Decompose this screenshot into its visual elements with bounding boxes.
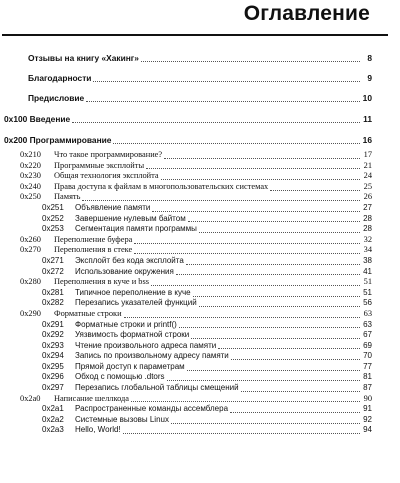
toc-entry[interactable] [0, 109, 400, 129]
toc-entry-number: 0x230 [20, 171, 41, 181]
toc-entry-number: 0x281 [42, 287, 64, 297]
toc-entry-label [42, 203, 150, 214]
toc-entry-title: Чтение произвольного адреса памяти [75, 340, 217, 350]
toc-entry-title: Hello, World! [75, 425, 121, 435]
dot-leader [146, 162, 360, 169]
toc-entry-label: Отзывы на книгу «Хакинг» [28, 53, 139, 63]
dot-leader [113, 137, 360, 144]
toc-page-number: 25 [363, 181, 372, 191]
toc-entry[interactable] [0, 235, 400, 246]
toc-page-number: 41 [363, 266, 372, 276]
toc-entry[interactable] [0, 404, 400, 415]
toc-entry-title: Распространенные команды ассемблера [75, 404, 229, 414]
toc-entry-title: Использование окружения [75, 266, 174, 276]
toc-entry-number: 0x220 [20, 160, 41, 170]
toc-entry-label [20, 182, 268, 193]
toc-entry[interactable] [0, 330, 400, 341]
toc-entry-number: 0x250 [20, 192, 41, 202]
toc-entry[interactable] [0, 161, 400, 172]
toc-entry[interactable] [0, 48, 400, 68]
toc-entry-label [20, 394, 129, 405]
toc-entry-title: Общая технология эксплойта [54, 171, 159, 181]
toc-entry-label: 0x100 Введение [4, 114, 71, 124]
toc-page-number: 77 [363, 361, 372, 371]
toc-entry[interactable] [0, 130, 400, 150]
dot-leader [131, 395, 360, 402]
toc-entry[interactable] [0, 394, 400, 405]
toc-page-number: 67 [363, 330, 372, 340]
toc-entry-number: 0x297 [42, 383, 64, 393]
toc-entry-title: Перезапись указателей функций [75, 298, 197, 308]
toc-entry-label [20, 309, 122, 320]
toc-page-number: 87 [363, 383, 372, 393]
toc-entry-label [42, 224, 197, 235]
dot-leader [82, 194, 360, 201]
toc-entry[interactable] [0, 214, 400, 225]
toc-entry-title: Системные вызовы Linux [75, 414, 169, 424]
toc-entry-title: Прямой доступ к параметрам [75, 361, 185, 371]
toc-entry-number: 0x251 [42, 202, 64, 212]
toc-page-number: 38 [363, 255, 372, 265]
toc-entry-number: 0x2a0 [20, 393, 41, 403]
toc-entry-label [42, 341, 216, 352]
toc-entry[interactable] [0, 415, 400, 426]
dot-leader [186, 258, 360, 265]
toc-entry-label [42, 288, 191, 299]
toc-entry-number: 0x296 [42, 372, 64, 382]
toc-entry-number: 0x292 [42, 330, 64, 340]
toc-entry-label [42, 372, 165, 383]
toc-page-number: 92 [363, 414, 372, 424]
toc-page-number: 51 [363, 277, 372, 287]
toc-entry-label [42, 404, 228, 415]
toc-entry-title: Переполнения в куче и bss [54, 277, 150, 287]
toc-entry-number: 0x260 [20, 234, 41, 244]
page-fade [0, 471, 400, 483]
toc-entry-number: 0x210 [20, 150, 41, 159]
toc-entry[interactable] [0, 192, 400, 203]
toc-entry-label [42, 267, 174, 278]
toc-entry-title: Сегментация памяти программы [75, 224, 197, 234]
dot-leader [86, 95, 360, 102]
toc-entry-label [20, 235, 132, 246]
toc-page-number: 91 [363, 404, 372, 414]
toc-page-number: 70 [363, 351, 372, 361]
dot-leader [72, 116, 360, 123]
toc-entry[interactable] [0, 277, 400, 288]
dot-leader [152, 205, 360, 212]
toc-page-number: 34 [363, 245, 372, 255]
toc-entry-title: Программные эксплойты [54, 160, 145, 170]
toc-entry-number: 0x291 [42, 319, 64, 329]
toc-entry-label [42, 320, 177, 331]
toc-page-number: 56 [363, 298, 372, 308]
dot-leader [171, 417, 360, 424]
toc-entry-number: 0x282 [42, 298, 64, 308]
dot-leader [134, 247, 360, 254]
toc-entry-number: 0x294 [42, 351, 64, 361]
toc-entry-label [42, 256, 184, 267]
toc-page-number: 63 [363, 319, 372, 329]
toc-entry-title: Переполнения в стеке [54, 245, 133, 255]
toc-entry[interactable] [0, 351, 400, 362]
toc-entry-label [42, 330, 189, 341]
toc-entry-label [20, 171, 159, 182]
toc-entry-number: 0x280 [20, 277, 41, 287]
dot-leader [93, 75, 360, 82]
dot-leader [134, 237, 360, 244]
dot-leader [179, 321, 360, 328]
toc-page-number: 8 [367, 53, 372, 63]
toc-entry-label: Предисловие [28, 93, 85, 103]
toc-entry-number: 0x293 [42, 340, 64, 350]
toc-entry-title: Обход с помощью .dtors [75, 372, 165, 382]
toc-entry[interactable] [0, 88, 400, 108]
toc-entry-label [42, 383, 239, 394]
toc-entry-title: Форматные строки [54, 308, 122, 318]
toc-page-number: 81 [363, 372, 372, 382]
dot-leader [187, 364, 360, 371]
toc-page-number: 63 [363, 308, 372, 318]
toc-entry-number: 0x2a2 [42, 414, 64, 424]
dot-leader [164, 152, 360, 159]
toc-entry-label [42, 425, 121, 436]
dot-leader [176, 268, 360, 275]
toc-entry[interactable] [0, 256, 400, 267]
toc-page-number: 17 [363, 150, 372, 159]
dot-leader [191, 332, 360, 339]
toc-entry-title: Переполнение буфера [54, 234, 133, 244]
toc-entry-label: 0x200 Программирование [4, 135, 112, 145]
toc-entry-number: 0x295 [42, 361, 64, 371]
toc-page-number: 26 [363, 192, 372, 202]
toc-entry[interactable] [0, 309, 400, 320]
toc-entry[interactable] [0, 383, 400, 394]
dot-leader [218, 342, 360, 349]
toc-entry-number: 0x2a3 [42, 425, 64, 435]
dot-leader [199, 226, 360, 233]
toc-entry[interactable] [0, 68, 400, 88]
toc-entry[interactable] [0, 372, 400, 383]
toc-page-number: 69 [363, 340, 372, 350]
toc-entry[interactable] [0, 320, 400, 331]
toc-page-number: 28 [363, 224, 372, 234]
toc-entry-number: 0x270 [20, 245, 41, 255]
toc-entry-title: Завершение нулевым байтом [75, 213, 186, 223]
toc-entry-number: 0x271 [42, 255, 64, 265]
toc-entry[interactable] [0, 425, 400, 436]
dot-leader [141, 55, 360, 62]
toc-entry-title: Перезапись глобальной таблицы смещений [75, 383, 239, 393]
toc-entry-title: Типичное переполнение в куче [75, 287, 191, 297]
toc-page-number: 16 [362, 135, 372, 145]
toc-entry-number: 0x240 [20, 181, 41, 191]
dot-leader [230, 406, 360, 413]
toc-entry-title: Память [54, 192, 81, 202]
dot-leader [270, 184, 360, 191]
toc-page-number: 27 [363, 202, 372, 212]
toc-entry[interactable] [0, 150, 400, 161]
toc-entry[interactable] [0, 288, 400, 299]
toc-entry[interactable] [0, 171, 400, 182]
toc-page-number: 28 [363, 213, 372, 223]
dot-leader [123, 427, 360, 434]
toc-entry-label [20, 277, 149, 288]
dot-leader [199, 300, 360, 307]
toc-page-number: 11 [363, 114, 372, 124]
toc-page-number: 90 [363, 393, 372, 403]
toc-page-number: 9 [367, 73, 372, 83]
toc-entry-label [42, 351, 229, 362]
toc-entry-title: Эксплойт без кода эксплойта [75, 255, 184, 265]
toc-entry-number: 0x253 [42, 224, 64, 234]
dot-leader [188, 215, 360, 222]
toc-entry-label [42, 214, 186, 225]
toc-entry-label [42, 362, 185, 373]
toc-entry-title: Что такое программирование? [54, 150, 163, 159]
toc-entry-label [42, 298, 197, 309]
toc-entry-label: Благодарности [28, 73, 92, 83]
toc-entry[interactable] [0, 203, 400, 214]
toc-page-number: 51 [363, 287, 372, 297]
toc-entry-label [20, 192, 80, 203]
toc-entry-title: Объявление памяти [75, 202, 151, 212]
toc-entry-number: 0x272 [42, 266, 64, 276]
page-title: Оглавление [243, 2, 370, 25]
toc-entry-title: Уязвимость форматной строки [75, 330, 190, 340]
toc-entry[interactable] [0, 224, 400, 235]
toc-entry[interactable] [0, 341, 400, 352]
toc-entry-label [42, 415, 169, 426]
toc-entry-label [20, 161, 144, 172]
toc-page-number: 21 [363, 160, 372, 170]
dot-leader [193, 290, 360, 297]
dot-leader [241, 385, 360, 392]
dot-leader [151, 279, 360, 286]
toc-entry[interactable] [0, 298, 400, 309]
toc-entry[interactable] [0, 245, 400, 256]
toc-page-number: 10 [362, 93, 372, 103]
toc-entry-label [20, 245, 132, 256]
toc-entry[interactable] [0, 267, 400, 278]
toc-entry-title: Запись по произвольному адресу памяти [75, 351, 229, 361]
toc-entry-label [20, 150, 162, 161]
toc-page-number: 32 [363, 234, 372, 244]
toc-page-number: 24 [363, 171, 372, 181]
toc-entry-number: 0x290 [20, 308, 41, 318]
dot-leader [231, 353, 360, 360]
toc-entry-title: Форматные строки и printf() [75, 319, 177, 329]
toc-entry[interactable] [0, 182, 400, 193]
toc-entry-number: 0x252 [42, 213, 64, 223]
toc-entry-title: Права доступа к файлам в многопользовательских системах [54, 181, 269, 191]
dot-leader [124, 311, 360, 318]
title-rule [2, 34, 388, 36]
dot-leader [167, 374, 360, 381]
toc-entry[interactable] [0, 362, 400, 373]
table-of-contents [0, 48, 400, 436]
toc-entry-title: Написание шеллкода [54, 393, 130, 403]
toc-page-number: 94 [363, 425, 372, 435]
dot-leader [161, 173, 360, 180]
toc-entry-number: 0x2a1 [42, 404, 64, 414]
